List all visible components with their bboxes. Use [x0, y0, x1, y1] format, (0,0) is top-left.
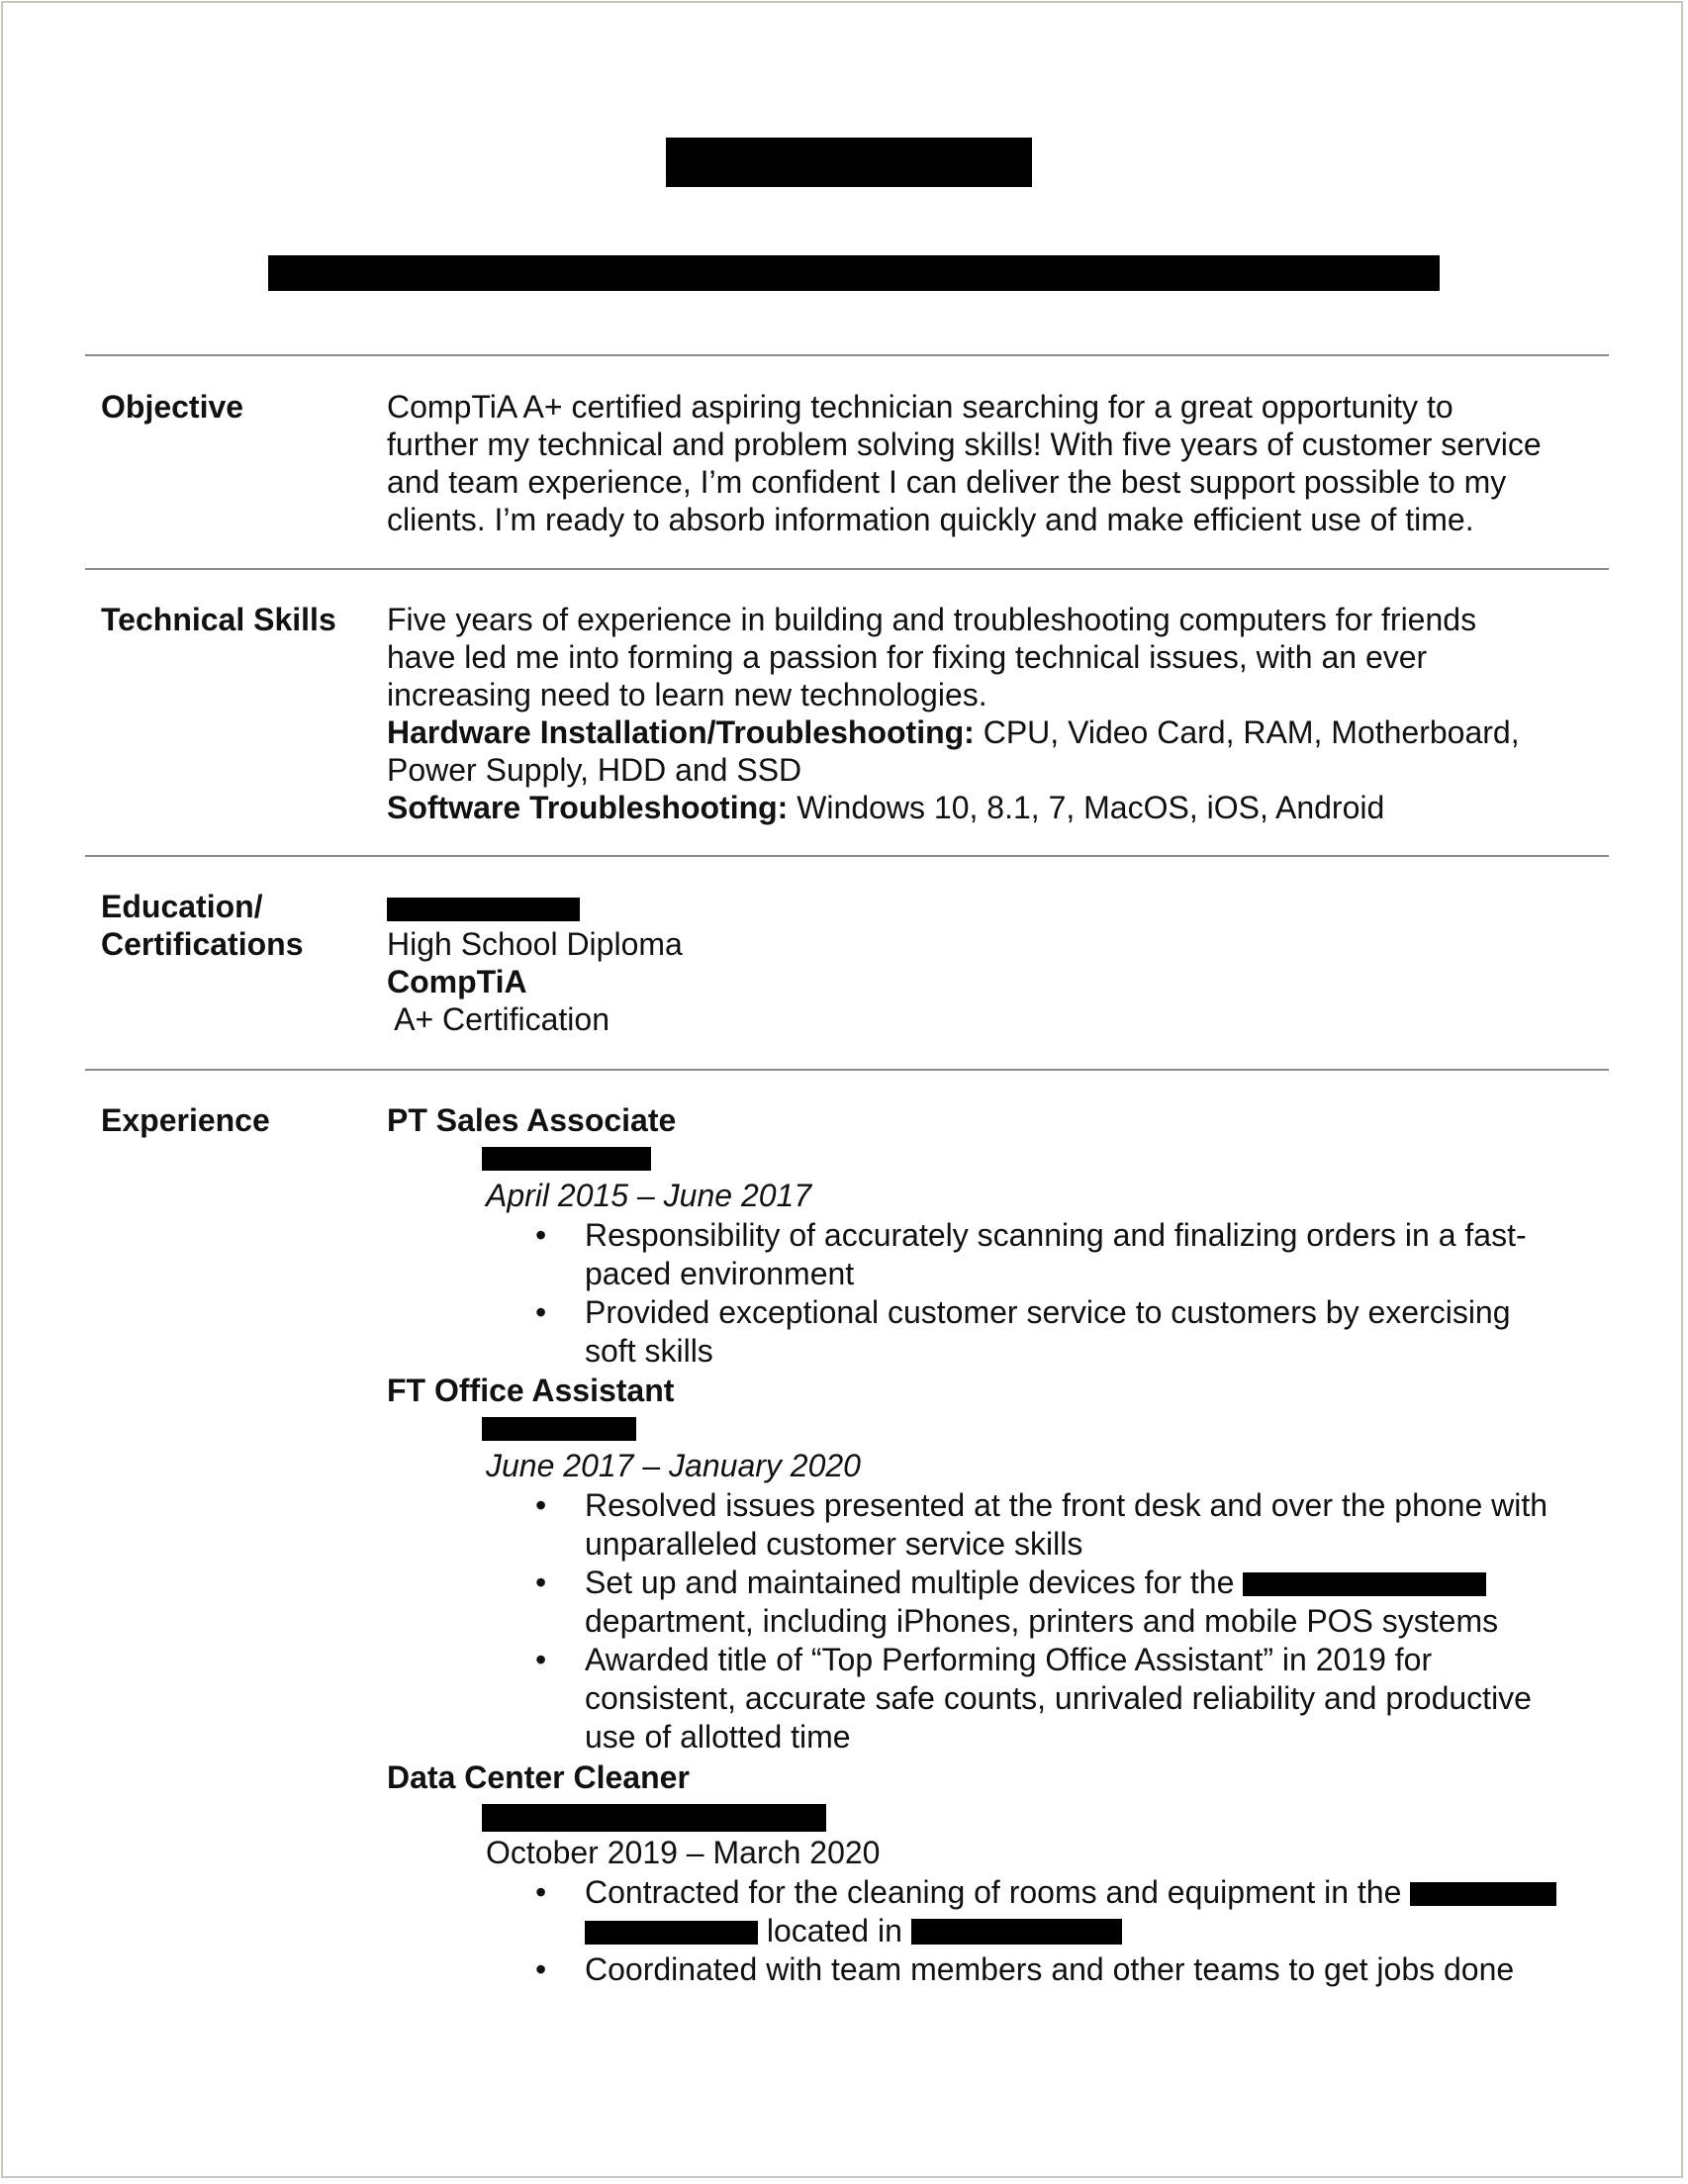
job-dates: October 2019 – March 2020 [486, 1835, 881, 1870]
job-dates: April 2015 – June 2017 [486, 1178, 812, 1213]
divider [85, 354, 1609, 356]
divider [85, 568, 1609, 570]
redacted-employer [482, 1147, 651, 1171]
divider [85, 855, 1609, 857]
list-item: • Contracted for the cleaning of rooms and equipment in the located in [387, 1873, 1624, 1950]
list-item: • Responsibility of accurately scanning and finalizing orders in a fast- paced environment [535, 1217, 1527, 1291]
redacted-location [911, 1919, 1122, 1945]
list-item: • Resolved issues presented at the front desk and over the phone with unparalleled customer service skills [535, 1487, 1548, 1562]
job-bullets [387, 1486, 1624, 1757]
education-text: High School Diploma CompTiA A+ Certification [387, 926, 683, 1037]
redacted-company [585, 1921, 758, 1945]
divider [85, 1069, 1609, 1071]
objective-text: CompTiA A+ certified aspiring technician searching for a great opportunity to further my technical and problem solving skills! With five years of customer service and team experience, I’m confident I can deliver the best support possible to my clients. I’m ready to absorb information quickly and make efficient use of time. [387, 389, 1542, 537]
objective-label: Objective [101, 389, 244, 425]
software-skills: Software Troubleshooting: Windows 10, 8.1, 7, MacOS, iOS, Android [387, 790, 1385, 825]
list-item: • Awarded title of “Top Performing Office Assistant” in 2019 for consistent, accurate safe counts, unrivaled reliability and productive use of allotted time [535, 1642, 1532, 1755]
job-bullets [387, 1873, 1624, 1989]
hardware-skills: Hardware Installation/Troubleshooting: CPU, Video Card, RAM, Motherboard, [387, 714, 1520, 750]
redacted-employer [482, 1417, 636, 1441]
list-item: • Coordinated with team members and other teams to get jobs done [535, 1951, 1515, 1987]
resume-page [1, 1, 1683, 2178]
redacted-department [1243, 1572, 1486, 1596]
education-label: Education/ Certifications [101, 889, 304, 962]
redacted-name [666, 138, 1032, 187]
skills-label: Technical Skills [101, 602, 336, 637]
redacted-school [387, 898, 580, 921]
list-item: • Provided exceptional customer service to customers by exercising soft skills [535, 1294, 1511, 1369]
redacted-employer [482, 1804, 826, 1832]
redacted-contact-line [268, 255, 1440, 291]
list-item: • Set up and maintained multiple devices for the department, including iPhones, printers and mobile POS systems [535, 1565, 1499, 1639]
job-title: FT Office Assistant [387, 1373, 675, 1408]
job-title: Data Center Cleaner [387, 1759, 690, 1795]
job-bullets [387, 1216, 1624, 1371]
redacted-facility [1410, 1882, 1556, 1906]
skills-text: Five years of experience in building and troubleshooting computers for friends have led me into forming a passion for fixing technical issues, with an ever increasing need to learn new technologies. Hardware Installation/Troubleshooting: CPU, Video Card, RAM, Motherboard, Power Supply, HDD and SSD Software Troubleshooting: Windows 10, 8.1, 7, MacOS, iOS, Android [387, 602, 1520, 825]
experience-label: Experience [101, 1102, 270, 1138]
job-dates: June 2017 – January 2020 [486, 1448, 861, 1483]
job-title: PT Sales Associate [387, 1102, 677, 1138]
